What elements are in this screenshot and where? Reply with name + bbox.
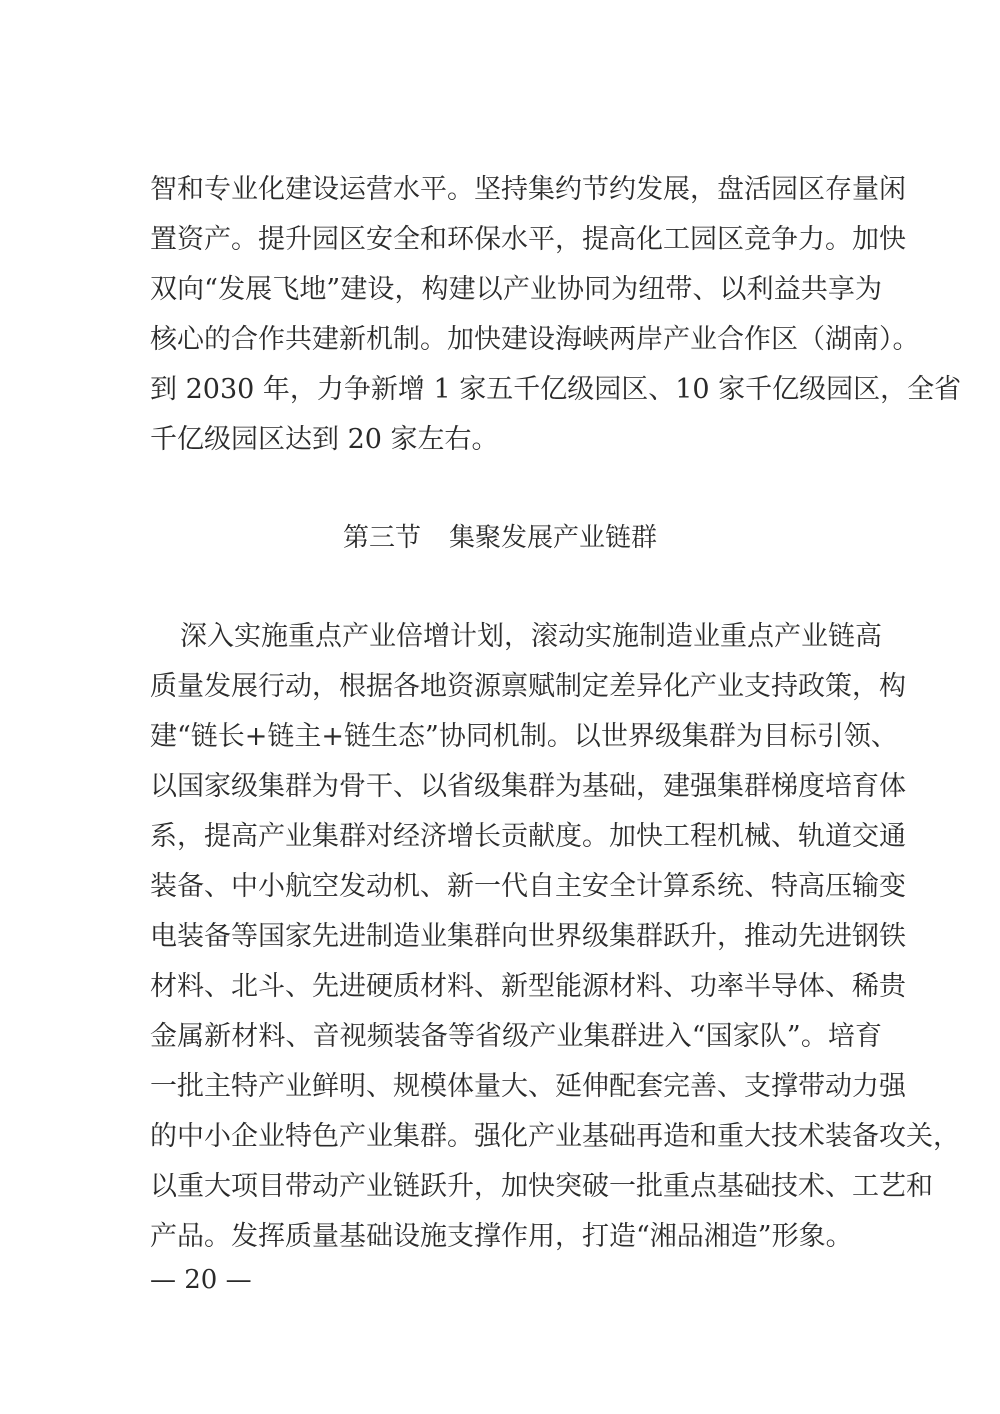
text-line: 产品。发挥质量基础设施支撑作用，打造“湘品湘造”形象。 bbox=[150, 1221, 853, 1252]
text-line: 置资产。提升园区安全和环保水平，提高化工园区竞争力。加快 bbox=[150, 224, 906, 255]
text-line: 智和专业化建设运营水平。坚持集约节约发展，盘活园区存量闲 bbox=[150, 174, 906, 205]
section-title: 集聚发展产业链群 bbox=[449, 523, 658, 553]
section-heading bbox=[0, 520, 1000, 556]
text-line: 质量发展行动，根据各地资源禀赋制定差异化产业支持政策，构 bbox=[150, 671, 906, 702]
text-line: 金属新材料、音视频装备等省级产业集群进入“国家队”。培育 bbox=[150, 1021, 882, 1052]
page-number: — 20 — bbox=[150, 1265, 252, 1295]
text-line: 千亿级园区达到 20 家左右。 bbox=[150, 424, 499, 455]
text-line: 建“链长+链主+链生态”协同机制。以世界级集群为目标引领、 bbox=[150, 721, 898, 752]
text-line: 材料、北斗、先进硬质材料、新型能源材料、功率半导体、稀贵 bbox=[150, 971, 906, 1002]
text-line: 双向“发展飞地”建设，构建以产业协同为纽带、以利益共享为 bbox=[150, 274, 882, 305]
text-line: 以重大项目带动产业链跃升，加快突破一批重点基础技术、工艺和 bbox=[150, 1171, 933, 1202]
text-line: 到 2030 年，力争新增 1 家五千亿级园区、10 家千亿级园区，全省 bbox=[150, 374, 962, 405]
text-line: 电装备等国家先进制造业集群向世界级集群跃升，推动先进钢铁 bbox=[150, 921, 906, 952]
section-number: 第三节 bbox=[342, 523, 421, 553]
text-line: 核心的合作共建新机制。加快建设海峡两岸产业合作区（湖南）。 bbox=[150, 324, 920, 355]
text-line: 深入实施重点产业倍增计划，滚动实施制造业重点产业链高 bbox=[180, 621, 882, 652]
text-line: 系，提高产业集群对经济增长贡献度。加快工程机械、轨道交通 bbox=[150, 821, 906, 852]
text-line: 以国家级集群为骨干、以省级集群为基础，建强集群梯度培育体 bbox=[150, 771, 906, 802]
text-line: 一批主特产业鲜明、规模体量大、延伸配套完善、支撑带动力强 bbox=[150, 1071, 906, 1102]
text-line: 装备、中小航空发动机、新一代自主安全计算系统、特高压输变 bbox=[150, 871, 906, 902]
text-line: 的中小企业特色产业集群。强化产业基础再造和重大技术装备攻关， bbox=[150, 1121, 960, 1152]
